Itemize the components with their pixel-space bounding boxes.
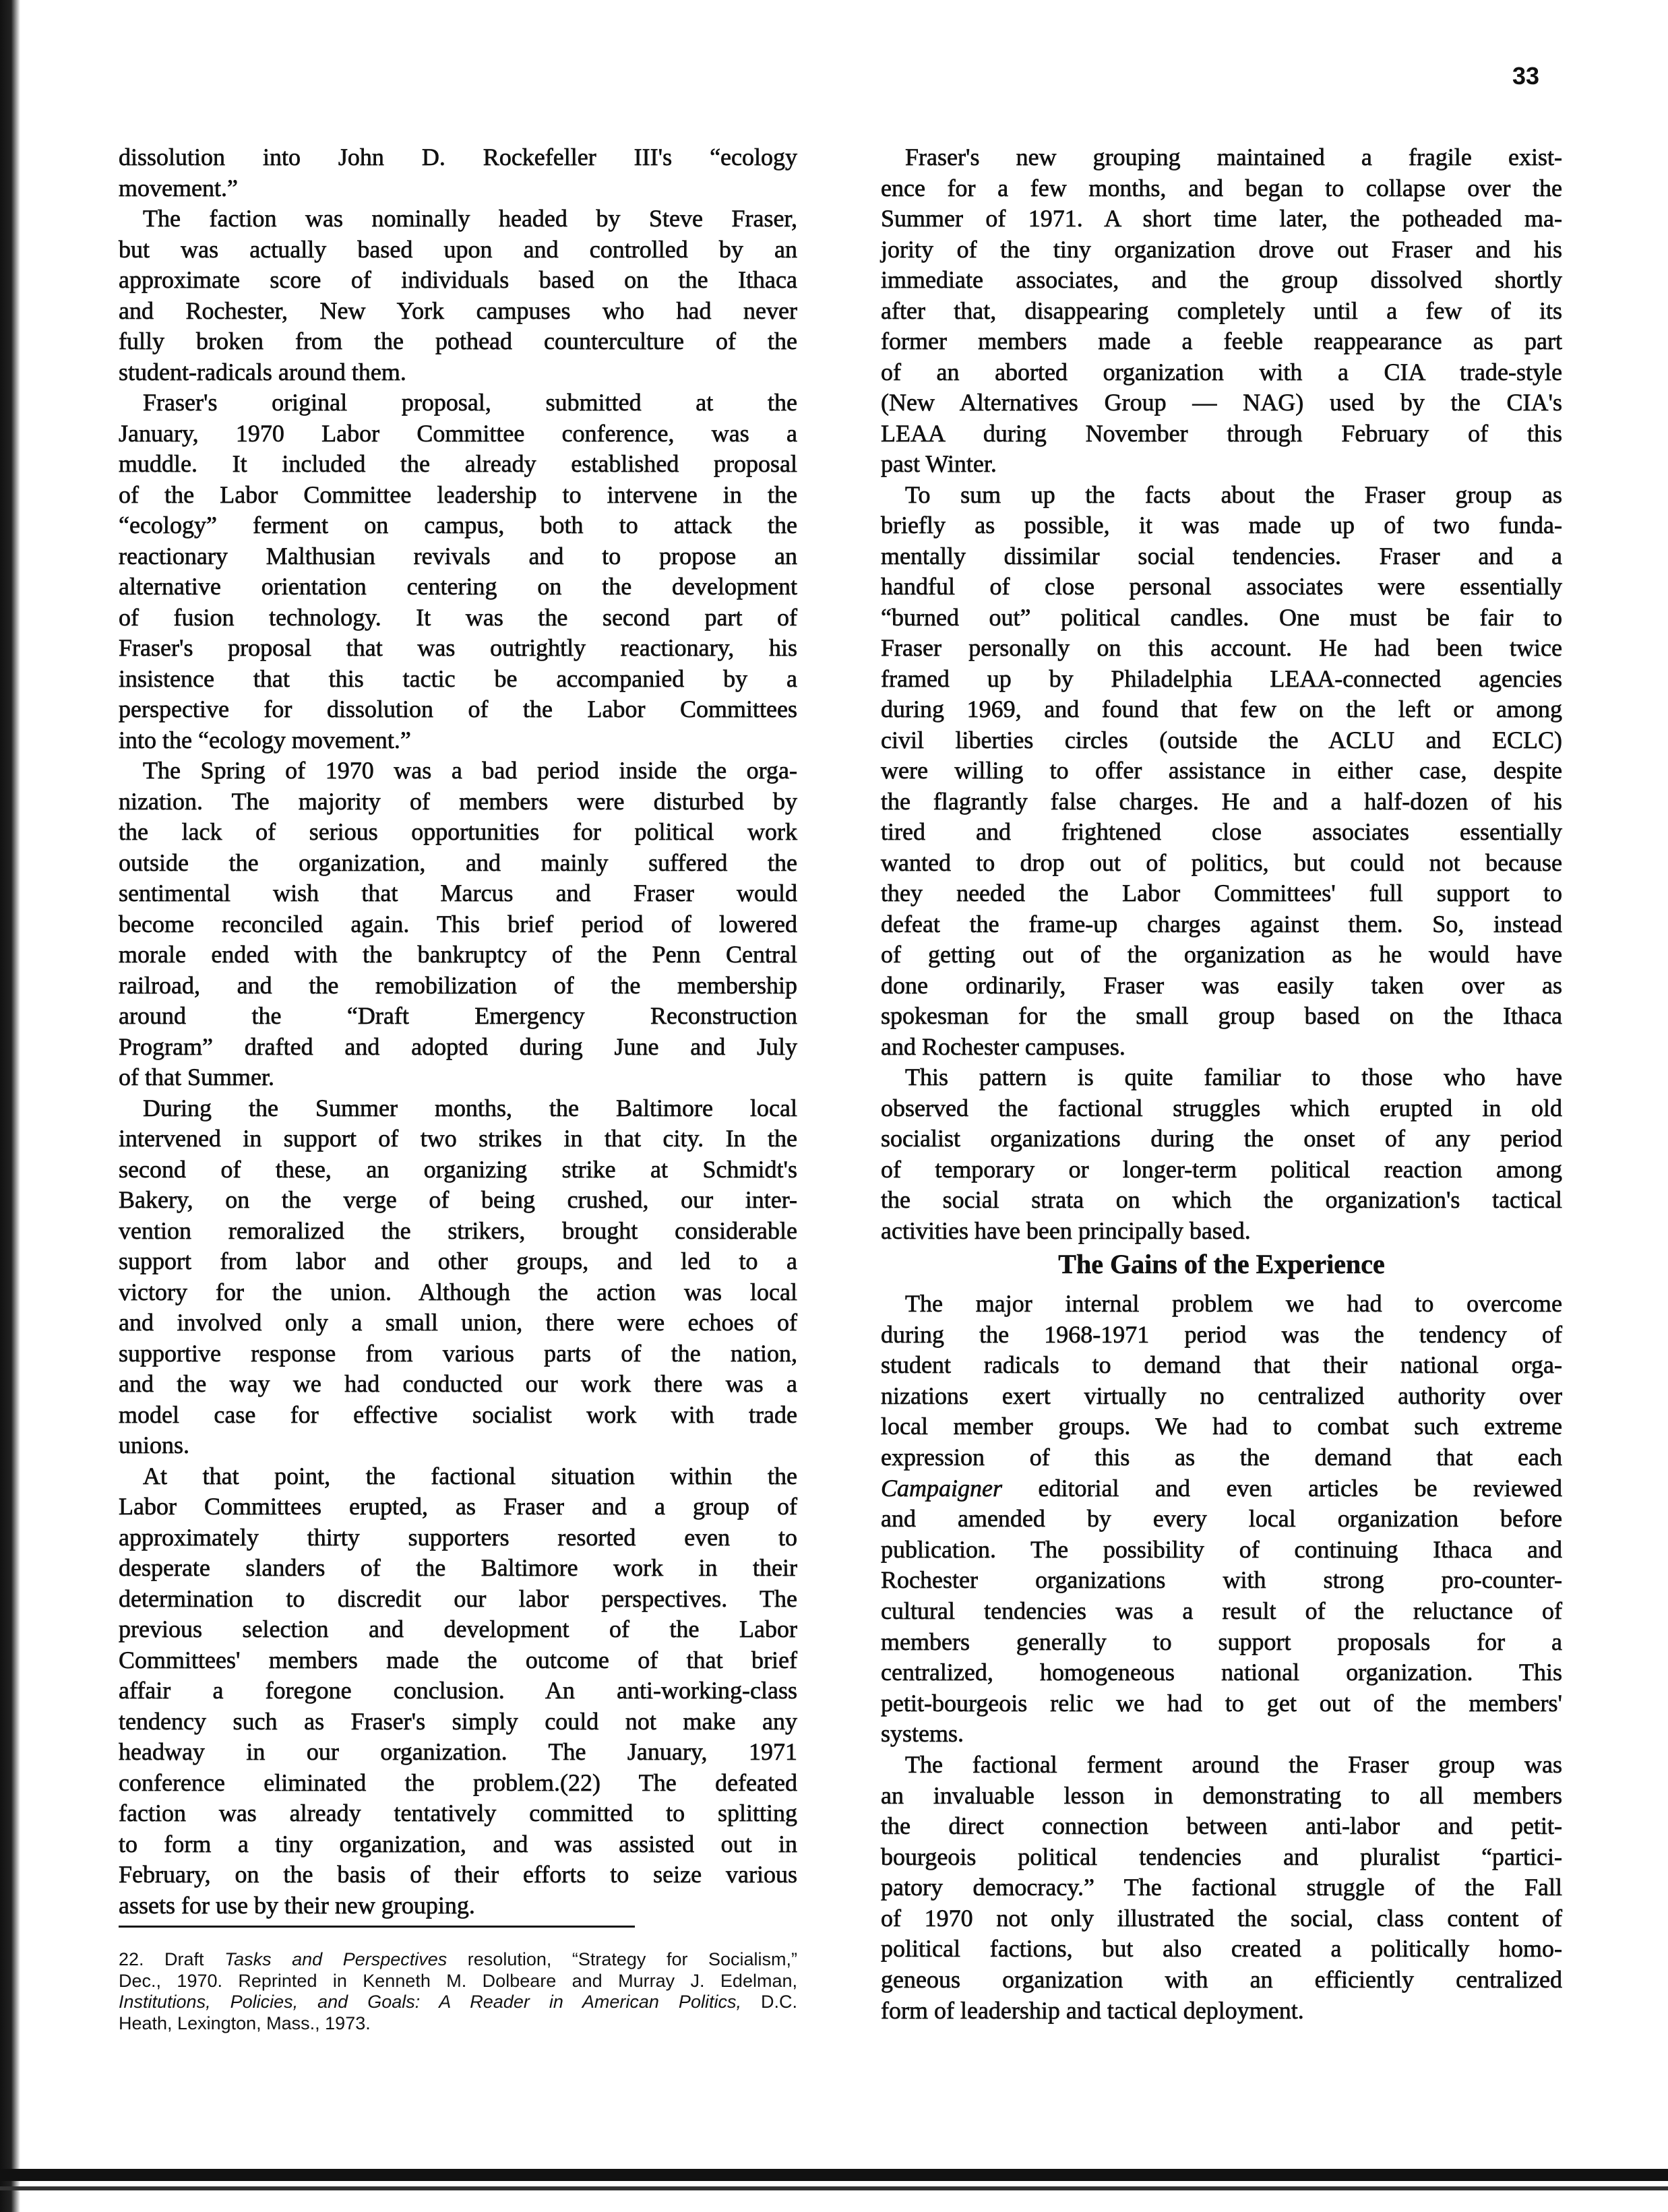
text-line: student-radicals around them. xyxy=(119,358,406,386)
text-line: desperate slanders of the Baltimore work in their xyxy=(119,1554,797,1581)
text-line: The factional ferment around the Fraser group was xyxy=(905,1750,1562,1778)
text-line: done ordinarily, Fraser was easily taken over as xyxy=(881,971,1562,999)
text-line: after that, disappearing completely until a few of its xyxy=(881,297,1562,324)
text-line: the flagrantly false charges. He and a half-dozen of his xyxy=(881,787,1562,815)
text-line: determination to discredit our labor perspectives. The xyxy=(119,1585,797,1612)
text-line: The faction was nominally headed by Steve Fraser, xyxy=(143,205,797,232)
text-line: and Rochester, New York campuses who had never xyxy=(119,297,797,324)
text-line: February, on the basis of their efforts to seize various xyxy=(119,1861,797,1888)
text-line: unions. xyxy=(119,1432,190,1458)
paragraph xyxy=(119,142,797,204)
paragraph xyxy=(881,1289,1562,1750)
paragraph xyxy=(881,480,1562,1063)
text-line: Fraser's original proposal, submitted at the xyxy=(143,389,797,416)
paragraph xyxy=(119,1461,797,1922)
italic-text: Tasks and Perspectives xyxy=(224,1949,447,1969)
text-line: approximately thirty supporters resorted even to xyxy=(119,1523,797,1551)
text-line: briefly as possible, it was made up of two funda- xyxy=(881,512,1562,539)
text-line: Labor Committees erupted, as Fraser and a group of xyxy=(119,1493,797,1520)
text-line: supportive response from various parts of the nation, xyxy=(119,1339,797,1367)
text-line xyxy=(119,1971,797,1992)
paragraph xyxy=(119,388,797,756)
scan-edge-bottom xyxy=(0,2169,1668,2181)
text-line: cultural tendencies was a result of the reluctance of xyxy=(881,1597,1562,1624)
text-line: Summer of 1971. A short time later, the potheaded ma- xyxy=(881,205,1562,232)
italic-text: Institutions, Policies, and Goals: A Reader in American Politics, xyxy=(119,1992,741,2012)
text-line: patory democracy.” The factional struggle of the Fall xyxy=(881,1874,1562,1901)
text-line: and amended by every local organization before xyxy=(881,1505,1562,1533)
text-line: of temporary or longer-term political reaction among xyxy=(881,1155,1562,1183)
text-line: reactionary Malthusian revivals and to propose an xyxy=(119,542,797,570)
paragraph xyxy=(119,756,797,1093)
text-line: the direct connection between anti-labor and petit- xyxy=(881,1812,1562,1840)
text-line: support from labor and other groups, and led to a xyxy=(119,1248,797,1274)
text-line: during the 1968-1971 period was the tendency of xyxy=(881,1320,1562,1348)
italic-text: Campaigner xyxy=(881,1474,1002,1502)
text-line: To sum up the facts about the Fraser group as xyxy=(905,481,1562,508)
text-line: affair a foregone conclusion. An anti-working-class xyxy=(119,1677,797,1704)
text-line: members generally to support proposals for a xyxy=(881,1628,1562,1655)
text-line: systems. xyxy=(881,1720,964,1748)
text-line: past Winter. xyxy=(881,450,997,477)
text-line: form of leadership and tactical deployment. xyxy=(881,1996,1304,2024)
text-line: around the “Draft Emergency Reconstruction xyxy=(119,1002,797,1029)
text-span: editorial and even articles be reviewed xyxy=(1002,1474,1562,1502)
text-line: and involved only a small union, there were echoes of xyxy=(119,1309,797,1336)
text-line: movement.” xyxy=(119,174,238,202)
text-line: local member groups. We had to combat such extreme xyxy=(881,1413,1562,1440)
text-line: Fraser personally on this account. He had been twice xyxy=(881,634,1562,661)
text-line: morale ended with the bankruptcy of the Penn Central xyxy=(119,941,797,968)
text-line: insistence that this tactic be accompanied by a xyxy=(119,665,797,692)
footnote xyxy=(119,1949,797,2034)
text-line: become reconciled again. This brief period of lowered xyxy=(119,910,797,938)
scan-edge-left xyxy=(0,0,20,2212)
text-line: muddle. It included the already established proposal xyxy=(119,450,797,477)
text-line: of fusion technology. It was the second part of xyxy=(119,603,797,631)
text-line: expression of this as the demand that each xyxy=(881,1443,1562,1471)
right-column-bottom xyxy=(881,1289,1562,2026)
text-line: geneous organization with an efficiently centralized xyxy=(881,1966,1562,1994)
paragraph xyxy=(881,142,1562,480)
text-line: wanted to drop out of politics, but could not because xyxy=(881,849,1562,876)
text-line: into the “ecology movement.” xyxy=(119,726,411,754)
text-line: immediate associates, and the group dissolved shortly xyxy=(881,266,1562,293)
text-line: activities have been principally based. xyxy=(881,1217,1251,1244)
text-span: resolution, “Strategy for Socialism,” xyxy=(447,1949,798,1969)
text-line: LEAA during November through February of this xyxy=(881,419,1562,447)
text-line: framed up by Philadelphia LEAA-connected agencies xyxy=(881,665,1562,692)
text-line: conference eliminated the problem.(22) The defeated xyxy=(119,1769,797,1796)
text-line: but was actually based upon and controlled by an xyxy=(119,235,797,263)
text-line: approximate score of individuals based on the Ithaca xyxy=(119,266,797,293)
text-line: an invaluable lesson in demonstrating to all members xyxy=(881,1781,1562,1809)
text-line: student radicals to demand that their national orga- xyxy=(881,1351,1562,1379)
text-line: model case for effective socialist work with trade xyxy=(119,1401,797,1428)
text-line: Fraser's new grouping maintained a fragile exist- xyxy=(905,144,1562,171)
text-line: second of these, an organizing strike at Schmidt's xyxy=(119,1155,797,1183)
text-line: and the way we had conducted our work there was a xyxy=(119,1370,797,1397)
text-line: observed the factional struggles which erupted in old xyxy=(881,1094,1562,1122)
text-line xyxy=(119,1949,797,1971)
footnote-divider xyxy=(119,1926,635,1928)
text-line: The Spring of 1970 was a bad period inside the orga- xyxy=(143,757,797,784)
text-line: Committees' members made the outcome of that brief xyxy=(119,1646,797,1673)
text-line xyxy=(119,2013,797,2035)
text-line: “ecology” ferment on campus, both to attack the xyxy=(119,512,797,539)
text-line: previous selection and development of the Labor xyxy=(119,1616,797,1642)
text-line: victory for the union. Although the action was local xyxy=(119,1278,797,1305)
text-line: the social strata on which the organization's tactical xyxy=(881,1186,1562,1213)
text-line: fully broken from the pothead counterculture of the xyxy=(119,328,797,355)
text-line: The major internal problem we had to overcome xyxy=(905,1290,1562,1317)
text-line: of an aborted organization with a CIA trade-style xyxy=(881,358,1562,386)
text-line: of getting out of the organization as he would have xyxy=(881,941,1562,968)
text-line: and Rochester campuses. xyxy=(881,1033,1125,1060)
text-line: perspective for dissolution of the Labor Committees xyxy=(119,696,797,723)
text-line: ence for a few months, and began to collapse over the xyxy=(881,174,1562,202)
text-line: During the Summer months, the Baltimore local xyxy=(143,1094,797,1122)
text-line: socialist organizations during the onset of any period xyxy=(881,1125,1562,1152)
text-line: railroad, and the remobilization of the membership xyxy=(119,971,797,999)
text-line: to form a tiny organization, and was assisted out in xyxy=(119,1830,797,1857)
text-line: former members made a feeble reappearance as part xyxy=(881,328,1562,355)
text-line: assets for use by their new grouping. xyxy=(119,1891,475,1919)
text-span: Heath, Lexington, Mass., 1973. xyxy=(119,2013,371,2033)
text-line: Bakery, on the verge of being crushed, our inter- xyxy=(119,1186,797,1213)
paragraph xyxy=(881,1750,1562,2026)
paragraph xyxy=(119,1093,797,1461)
text-line xyxy=(119,1992,797,2013)
text-line: tired and frightened close associates essentially xyxy=(881,818,1562,845)
text-span: 22. Draft xyxy=(119,1949,225,1969)
text-line: nization. The majority of members were disturbed by xyxy=(119,787,797,815)
text-line: intervened in support of two strikes in that city. In the xyxy=(119,1125,797,1152)
text-line: outside the organization, and mainly suffered the xyxy=(119,849,797,876)
text-line: This pattern is quite familiar to those who have xyxy=(905,1064,1562,1090)
text-span: D.C. xyxy=(741,1992,797,2012)
text-line: January, 1970 Labor Committee conference, was a xyxy=(119,419,797,447)
text-span: Dec., 1970. Reprinted in Kenneth M. Dolbeare and Murray J. Edelman, xyxy=(119,1970,797,1991)
text-line: Fraser's proposal that was outrightly reactionary, his xyxy=(119,634,797,661)
right-column-top xyxy=(881,142,1562,1246)
text-line: of that Summer. xyxy=(119,1064,274,1090)
paragraph xyxy=(119,204,797,388)
text-line: they needed the Labor Committees' full support to xyxy=(881,880,1562,907)
left-column xyxy=(119,142,797,1921)
text-line: of 1970 not only illustrated the social, class content of xyxy=(881,1904,1562,1932)
text-line: were willing to offer assistance in either case, despite xyxy=(881,757,1562,784)
text-line: during 1969, and found that few on the left or among xyxy=(881,696,1562,723)
text-line: mentally dissimilar social tendencies. Fraser and a xyxy=(881,542,1562,570)
text-line: handful of close personal associates were essentially xyxy=(881,573,1562,600)
scan-edge-bottom-line xyxy=(0,2186,1668,2190)
text-line: “burned out” political candles. One must be fair to xyxy=(881,603,1562,631)
text-line: dissolution into John D. Rockefeller III's “ecology xyxy=(119,144,797,171)
text-line: sentimental wish that Marcus and Fraser would xyxy=(119,880,797,907)
text-line: (New Alternatives Group — NAG) used by the CIA's xyxy=(881,389,1562,416)
text-line: petit-bourgeois relic we had to get out of the members' xyxy=(881,1689,1562,1717)
text-line: political factions, but also created a politically homo- xyxy=(881,1935,1562,1963)
text-line: centralized, homogeneous national organization. This xyxy=(881,1659,1562,1686)
text-line: defeat the frame-up charges against them. So, instead xyxy=(881,910,1562,938)
text-line xyxy=(881,1473,1562,1504)
paragraph xyxy=(881,1062,1562,1246)
text-line: bourgeois political tendencies and pluralist “partici- xyxy=(881,1843,1562,1870)
text-line: of the Labor Committee leadership to intervene in the xyxy=(119,481,797,508)
text-line: civil liberties circles (outside the ACLU and ECLC) xyxy=(881,726,1562,754)
text-line: Rochester organizations with strong pro-counter- xyxy=(881,1566,1562,1594)
text-line: nizations exert virtually no centralized authority over xyxy=(881,1382,1562,1409)
text-line: Program” drafted and adopted during June and July xyxy=(119,1033,797,1060)
text-line: tendency such as Fraser's simply could not make any xyxy=(119,1707,797,1735)
text-line: jority of the tiny organization drove out Fraser and his xyxy=(881,235,1562,263)
text-line: faction was already tentatively committed to splitting xyxy=(119,1800,797,1826)
text-line: At that point, the factional situation within the xyxy=(143,1462,797,1489)
text-line: publication. The possibility of continuing Ithaca and xyxy=(881,1535,1562,1563)
text-line: headway in our organization. The January, 1971 xyxy=(119,1738,797,1765)
page-number: 33 xyxy=(1512,62,1540,90)
text-line: alternative orientation centering on the development xyxy=(119,573,797,600)
text-line: vention remoralized the strikers, brought considerable xyxy=(119,1217,797,1244)
text-line: the lack of serious opportunities for political work xyxy=(119,818,797,845)
text-line: spokesman for the small group based on the Ithaca xyxy=(881,1002,1562,1029)
section-heading: The Gains of the Experience xyxy=(1058,1249,1385,1279)
